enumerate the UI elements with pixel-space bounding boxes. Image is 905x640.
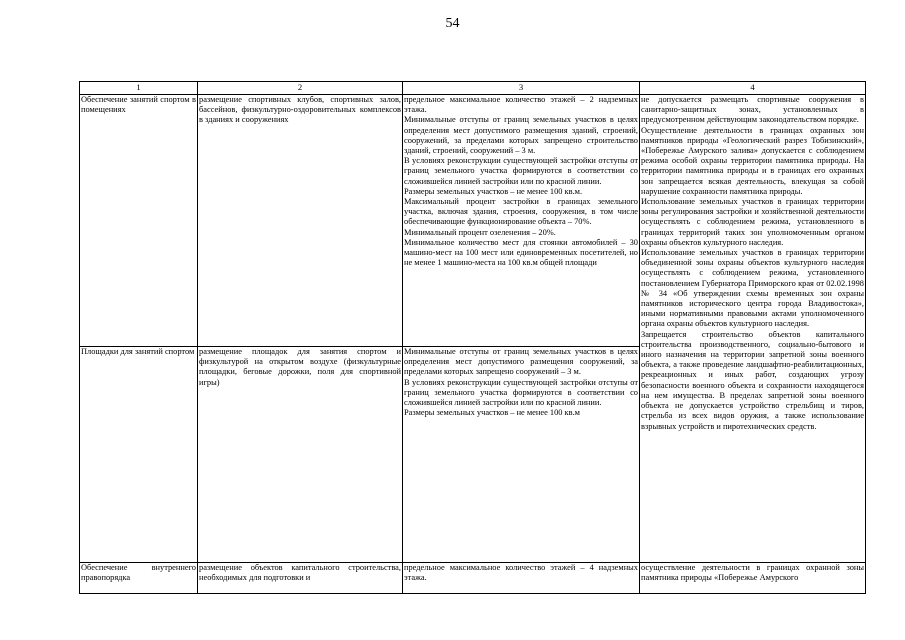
use-name-text: Обеспечение внутреннего правопорядка xyxy=(81,563,196,583)
parameter-paragraph: Минимальный процент озеленения – 20%. xyxy=(404,227,556,237)
cell-use-name xyxy=(80,563,198,594)
cell-restrictions xyxy=(640,95,866,563)
cell-use-description xyxy=(198,95,403,347)
cell-parameters xyxy=(403,347,640,563)
column-header-3: 3 xyxy=(403,82,640,95)
cell-parameters xyxy=(403,563,640,594)
cell-use-description xyxy=(198,347,403,563)
parameter-paragraph: Размеры земельных участков – не менее 100 кв.м. xyxy=(404,186,583,196)
parameter-paragraph: Минимальные отступы от границ земельных участков в целях определения мест допустимого размещения сооружений, за пределами которых запрещено сооружений – 3 м. xyxy=(404,347,638,377)
cell-use-name xyxy=(80,95,198,347)
column-header-4: 4 xyxy=(640,82,866,95)
table-row-sports-indoor xyxy=(80,95,866,347)
parameter-paragraph: предельное максимальное количество этажей – 2 надземных этажа. xyxy=(404,95,638,115)
use-name-text: Площадки для занятий спортом xyxy=(81,347,195,356)
table-row-law-enforcement xyxy=(80,563,866,594)
use-description-text: размещение объектов капитального строительства, необходимых для подготовки и xyxy=(199,563,401,583)
restriction-paragraph: Использование земельных участков в границах территории объединенной зоны охраны объектов культурного наследия осуществлять с соблюдением режима, установленного постановлением Губернатора Приморского края от 02.02.1998 № 34 «Об утверждении схемы временных зон охраны памятников исторического центра города Владивостока», иными нормативными правовыми актами уполномоченного органа охраны объектов культурного наследия. xyxy=(641,248,864,329)
cell-restrictions xyxy=(640,563,866,594)
table-header-row xyxy=(80,82,866,95)
use-description-text: размещение спортивных клубов, спортивных залов, бассейнов, физкультурно-оздоровительных комплексов в зданиях и сооружениях xyxy=(199,95,401,125)
restriction-paragraph: не допускается размещать спортивные сооружения в санитарно-защитных зонах, установленных в предусмотренном действующим законодательством порядке. xyxy=(641,95,864,125)
restriction-paragraph: Запрещается строительство объектов капитального строительства производственного, социально-бытового и иного назначения на территории запретной зоны военного объекта, а также проведение ландшафтно-реабилитационных, рекреационных и иных работ, создающих угрозу безопасности военного объекта и сохранности находящегося на нем имущества. В пределах запретной зоны военного объекта не допускается устройство стрельбищ и тиров, стрельба из всех видов оружия, а также использование взрывных устройств и пиротехнических средств. xyxy=(641,329,864,431)
restriction-paragraph: Осуществление деятельности в границах охранных зон памятников природы «Геологический разрез Тобизинский», «Побережье Амурского залива» допускается с соблюдением режима особой охраны территории памятника природы. На территории памятника природы и в границах его охранных зон запрещается всякая деятельность, влекущая за собой нарушение сохранности памятника природы. xyxy=(641,125,864,196)
cell-use-name xyxy=(80,347,198,563)
use-description-text: размещение площадок для занятия спортом и физкультурой на открытом воздухе (физкультурные площадки, беговые дорожки, поля для спортивной игры) xyxy=(199,347,401,387)
cell-parameters xyxy=(403,95,640,347)
page-number: 54 xyxy=(445,16,460,31)
parameter-paragraph: Размеры земельных участков – не менее 100 кв.м xyxy=(404,408,580,418)
parameter-paragraph: В условиях реконструкции существующей застройки отступы от границ земельного участка формируются в соответствии со сложившейся линией застройки или по красной линии. xyxy=(404,156,638,186)
parameter-paragraph: В условиях реконструкции существующей застройки отступы от границ земельного участка формируются в соответствии со сложившейся линией застройки или по красной линии. xyxy=(404,377,638,408)
restriction-paragraph: Использование земельных участков в границах территории зоны регулирования застройки и хозяйственной деятельности осуществлять с соблюдением режима, установленного в границах территорий таких зон уполномоченным органом охраны объектов культурного наследия. xyxy=(641,197,864,247)
column-header-2: 2 xyxy=(198,82,403,95)
column-header-1: 1 xyxy=(80,82,198,95)
parameter-paragraph: Максимальный процент застройки в границах земельного участка, включая здания, строения, сооружения, в том числе обеспечивающие функционирование объекта – 70%. xyxy=(404,197,638,227)
restriction-paragraph: осуществление деятельности в границах охранной зоны памятника природы «Побережье Амурского xyxy=(641,563,864,583)
parameter-paragraph: Минимальное количество мест для стоянки автомобилей – 30 машино-мест на 100 мест или единовременных посетителей, но не менее 1 машино-места на 100 кв.м общей площади xyxy=(404,237,638,268)
parameter-paragraph: Минимальные отступы от границ земельных участков в целях определения мест допустимого размещения зданий, строений, сооружений, за пределами которых запрещено строительство зданий, строений, сооружений – 3 м. xyxy=(404,115,638,156)
use-name-text: Обеспечение занятий спортом в помещениях xyxy=(81,95,196,115)
parameter-paragraph: предельное максимальное количество этажей – 4 надземных этажа. xyxy=(404,563,638,583)
zoning-regulations-table xyxy=(79,81,866,594)
cell-use-description xyxy=(198,563,403,594)
